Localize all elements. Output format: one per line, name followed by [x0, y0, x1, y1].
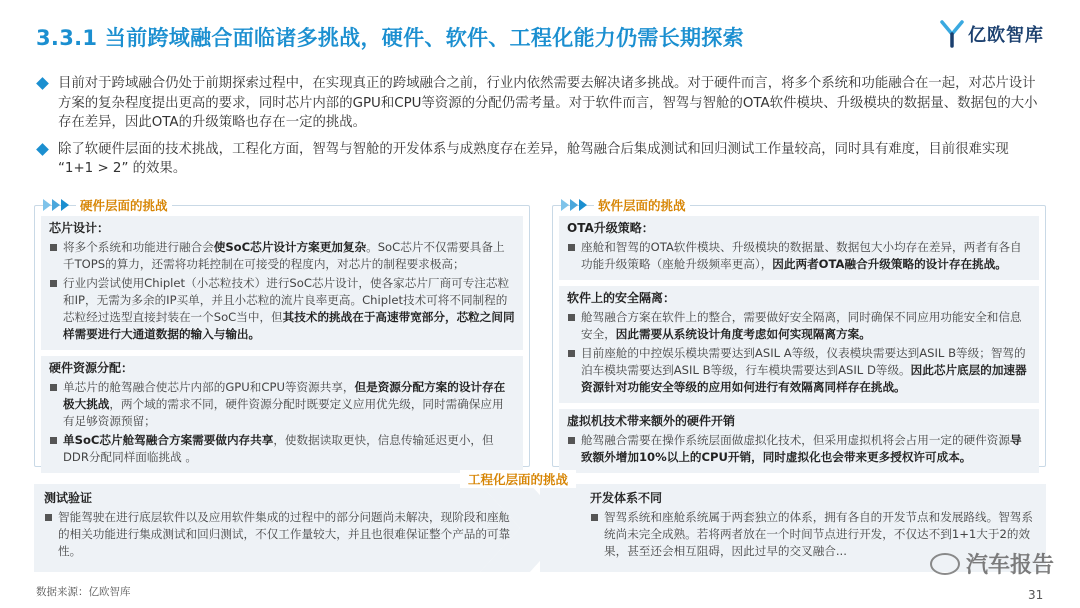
emphasis-text: 单SoC芯片舱驾融合方案需要做内存共享: [63, 433, 274, 447]
intro-paragraph: 除了软硬件层面的技术挑战，工程化方面，智驾与智舱的开发体系与成熟度存在差异，舱驾融合后集成测试和回归测试工作量较高，同时具有难度，目前很难实现 “1+1 > 2” 的效果。: [36, 140, 1046, 179]
data-source: 数据来源：亿欧智库: [36, 586, 131, 598]
engineering-tag: 工程化层面的挑战: [460, 470, 576, 488]
square-bullet-icon: [591, 514, 598, 521]
body-text: 单芯片的舱驾融合使芯片内部的GPU和CPU等资源共享，: [63, 380, 355, 394]
body-text: 座舱和智驾的OTA软件模块、升级模块的数据量、数据包大小均存在差异，两者有各自功能升级策略（座舱升级频率更高），: [581, 240, 1022, 271]
software-panel: [552, 198, 1046, 467]
intro-paragraph: 目前对于跨域融合仍处于前期探索过程中，在实现真正的跨域融合之前，行业内依然需要去解决诸多挑战。对于硬件而言，将多个系统和功能融合在一起，对芯片设计方案的复杂程度提出更高的要求，同时芯片内部的GPU和CPU等资源的分配仍需考量。对于软件而言，智驾与智舱的OTA软件模块、升级模块的数据量、数据包的大小存在差异，因此OTA的升级策略也存在一定的挑战。: [36, 74, 1046, 133]
list-item: [567, 309, 1031, 343]
list-item: 智驾系统和座舱系统属于两套独立的体系，拥有各自的开发节点和发展路线。智驾系统尚未完全成熟。若将两者放在一个时间节点进行开发，不仅达不到1+1大于2的效果，甚至还会相互阻碍，因此过早的交叉融合...: [590, 509, 1040, 560]
emphasis-text: 因此两者OTA融合升级策略的设计存在挑战。: [772, 257, 1007, 271]
emphasis-text: 因此需要从系统设计角度考虑如何实现隔离方案。: [615, 327, 871, 341]
square-bullet-icon: [50, 437, 57, 444]
list-item: [567, 239, 1031, 273]
body-text: ，使数据读取更快，信息传输延迟更小，但DDR分配同样面临挑战 。: [63, 433, 494, 464]
challenge-section: [559, 286, 1039, 403]
watermark: 汽车报告: [930, 548, 1054, 579]
diamond-bullet-icon: [36, 143, 49, 156]
challenge-section: [41, 216, 523, 350]
arrows-icon: [561, 199, 588, 211]
challenge-section: [559, 216, 1039, 280]
hardware-panel: [34, 198, 530, 467]
square-bullet-icon: [50, 244, 57, 251]
emphasis-text: 但是资源分配方案的设计存在极大挑战: [63, 380, 506, 411]
body-text: 将多个系统和功能进行融合会: [63, 240, 214, 254]
list-item: [49, 275, 515, 343]
emphasis-text: 使SoC芯片设计方案更加复杂: [213, 240, 367, 254]
square-bullet-icon: [568, 437, 575, 444]
square-bullet-icon: [50, 384, 57, 391]
testing-heading: 测试验证: [44, 491, 93, 505]
logo-text: 亿欧智库: [968, 25, 1044, 46]
devsystem-heading: 开发体系不同: [590, 491, 663, 505]
square-bullet-icon: [50, 280, 57, 287]
body-text: ，两个域的需求不同，硬件资源分配时既要定义应用优先级，同时需确保应用有足够资源预留；: [63, 397, 504, 428]
body-text: 目前座舱的中控娱乐模块需要达到ASIL A等级，仪表模块需要达到ASIL B等级；智驾的泊车模块需要达到ASIL B等级，行车模块需要达到ASIL D等级。: [581, 346, 1026, 377]
wechat-icon: [930, 553, 960, 575]
page-number: 31: [1028, 588, 1044, 602]
list-item: [567, 345, 1031, 396]
body-text: 行业内尝试使用Chiplet（小芯粒技术）进行SoC芯片设计，使各家芯片厂商可专注芯粒和IP，无需为多余的IP买单，并且小芯粒的流片良率更高。Chiplet技术可将不同制程的芯粒经过选型直接封装在一个SoC当中，但: [63, 276, 510, 324]
body-text: 。SoC芯片不仅需要具备上千TOPS的算力，还需将功耗控制在可接受的程度内，对芯片的制程要求极高；: [63, 240, 505, 271]
emphasis-text: 导致额外增加10%以上的CPU开销，同时虚拟化也会带来更多授权许可成本。: [581, 433, 1022, 464]
list-item: 智能驾驶在进行底层软件以及应用软件集成的过程中的部分问题尚未解决，现阶段和座舱的相关功能进行集成测试和回归测试，不仅工作量较大，并且也很难保证整个产品的可靠性。: [44, 509, 514, 560]
body-text: 舱驾融合需要在操作系统层面做虚拟化技术，但采用虚拟机将会占用一定的硬件资源: [581, 433, 1010, 447]
section-heading: OTA升级策略：: [567, 221, 654, 235]
intro-section: [36, 74, 1046, 186]
list-item: [567, 432, 1031, 466]
list-item: [49, 379, 515, 430]
list-item: [49, 239, 515, 273]
square-bullet-icon: [568, 314, 575, 321]
software-tag: 软件层面的挑战: [561, 193, 690, 217]
list-item: [49, 432, 515, 466]
square-bullet-icon: [568, 350, 575, 357]
body-text: 舱驾融合方案在软件上的整合，需要做好安全隔离，同时确保不同应用功能安全和信息安全，: [581, 310, 1022, 341]
section-heading: 软件上的安全隔离：: [567, 291, 676, 305]
emphasis-text: 其技术的挑战在于高速带宽部分，芯粒之间同样需要进行大通道数据的输入与输出。: [63, 310, 515, 341]
square-bullet-icon: [45, 514, 52, 521]
arrows-icon: [43, 199, 70, 211]
section-heading: 芯片设计：: [49, 221, 110, 235]
section-heading: 硬件资源分配：: [49, 361, 134, 375]
square-bullet-icon: [568, 244, 575, 251]
page-title: 3.3.1 当前跨域融合面临诸多挑战，硬件、软件、工程化能力仍需长期探索: [36, 26, 744, 50]
section-heading: 虚拟机技术带来额外的硬件开销: [567, 414, 736, 428]
logo: [940, 20, 1044, 48]
emphasis-text: 因此芯片底层的加速器资源针对功能安全等级的应用如何进行有效隔离同样存在挑战。: [581, 363, 1027, 394]
header: [0, 16, 1080, 56]
diamond-bullet-icon: [36, 77, 49, 90]
challenge-section: [41, 356, 523, 473]
logo-icon: [940, 20, 964, 48]
hardware-tag: 硬件层面的挑战: [43, 193, 172, 217]
challenge-section: [559, 409, 1039, 473]
